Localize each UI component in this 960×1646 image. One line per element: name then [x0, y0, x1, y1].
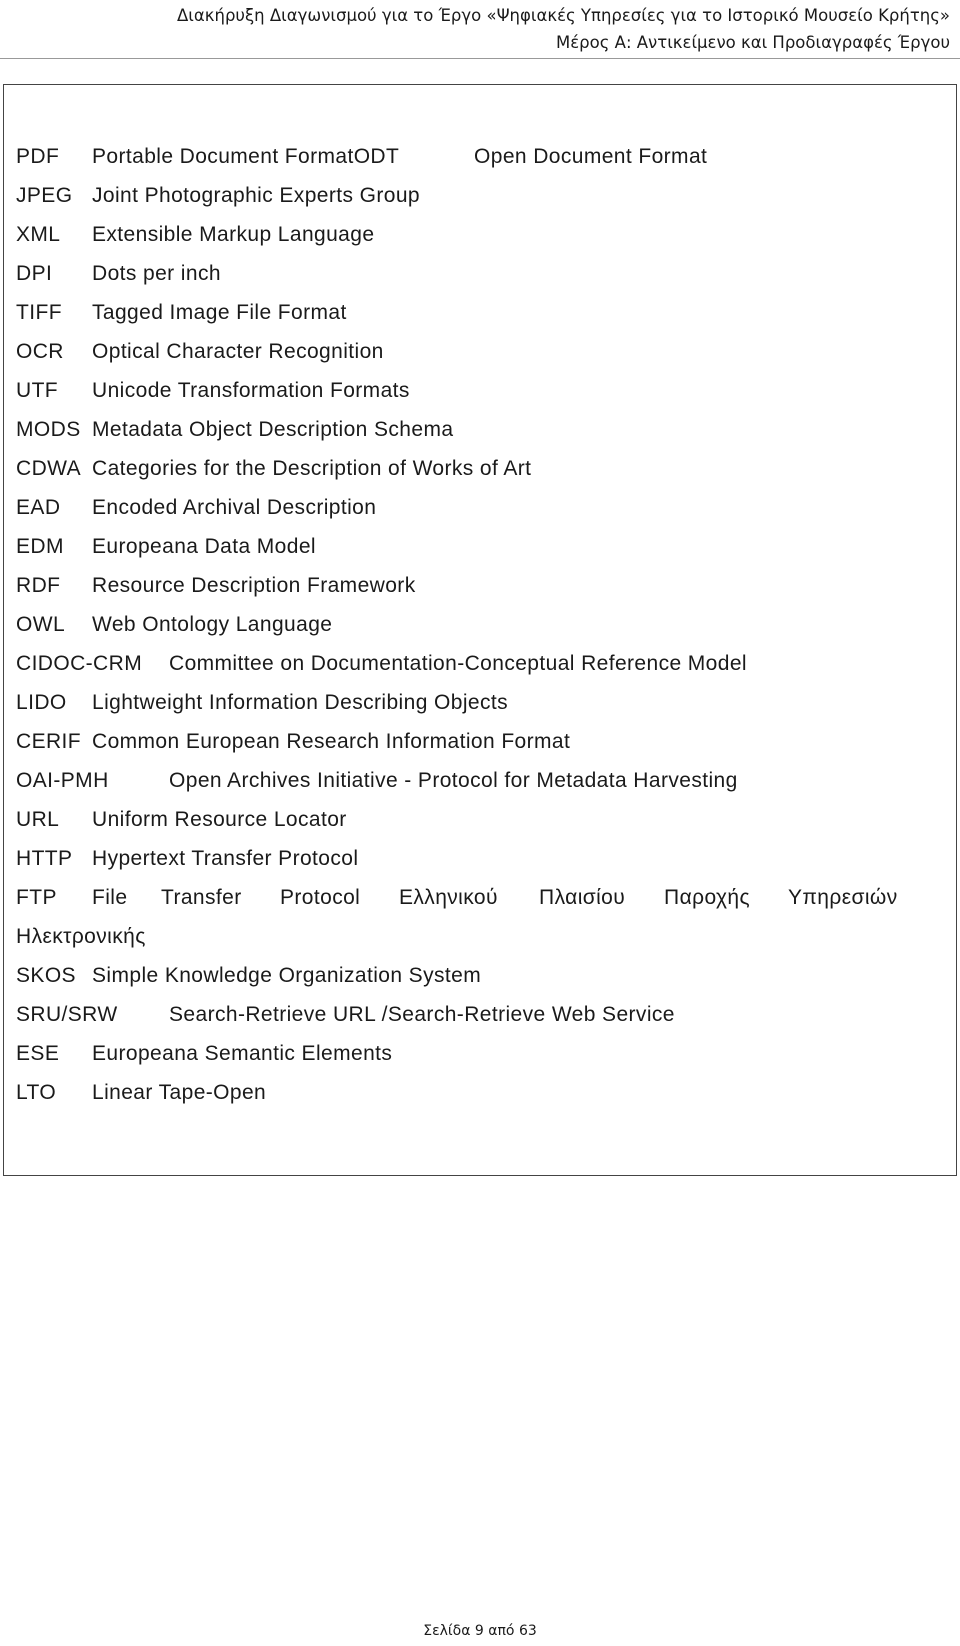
definition-word: Πλαισίου — [539, 886, 626, 909]
definition: Simple Knowledge Organization System — [92, 964, 482, 987]
abbreviation: CDWA — [16, 457, 81, 480]
definition: Common European Research Information Format — [92, 730, 571, 753]
abbreviation: SKOS — [16, 964, 76, 987]
definition: Linear Tape-Open — [92, 1081, 267, 1104]
header-subtitle: Μέρος Α: Αντικείμενο και Προδιαγραφές Έργου — [556, 33, 950, 52]
abbreviation: CIDOC-CRM — [16, 652, 143, 675]
definition: Portable Document FormatODT — [92, 145, 400, 168]
abbreviation: URL — [16, 808, 60, 831]
abbreviation: UTF — [16, 379, 59, 402]
definition: Extensible Markup Language — [92, 223, 375, 246]
abbreviation: CERIF — [16, 730, 81, 753]
abbreviation: TIFF — [16, 301, 62, 324]
abbreviation: HTTP — [16, 847, 73, 870]
abbreviation: LIDO — [16, 691, 67, 714]
definition: Hypertext Transfer Protocol — [92, 847, 359, 870]
definition-word: Παροχής — [664, 886, 750, 909]
definition: Unicode Transformation Formats — [92, 379, 410, 402]
abbreviation: MODS — [16, 418, 81, 441]
definition: Europeana Semantic Elements — [92, 1042, 393, 1065]
definition: Encoded Archival Description — [92, 496, 377, 519]
definition: Categories for the Description of Works of Art — [92, 457, 532, 480]
definition-word: Transfer — [161, 886, 242, 909]
abbreviation: PDF — [16, 145, 60, 168]
abbreviation: SRU/SRW — [16, 1003, 118, 1026]
definition: Joint Photographic Experts Group — [92, 184, 420, 207]
definition: Open Archives Initiative - Protocol for Metadata Harvesting — [169, 769, 738, 792]
definition: Metadata Object Description Schema — [92, 418, 454, 441]
abbreviation: DPI — [16, 262, 53, 285]
definition: Search-Retrieve URL /Search-Retrieve Web Service — [169, 1003, 675, 1026]
abbreviation: EDM — [16, 535, 64, 558]
document-header — [10, 0, 950, 56]
abbreviation: EAD — [16, 496, 61, 519]
definition: Committee on Documentation-Conceptual Reference Model — [169, 652, 747, 675]
definition-word: Protocol — [280, 886, 361, 909]
page-number: Σελίδα 9 από 63 — [423, 1623, 537, 1639]
abbreviation: RDF — [16, 574, 61, 597]
definition: Europeana Data Model — [92, 535, 316, 558]
definition: Uniform Resource Locator — [92, 808, 347, 831]
abbreviation: XML — [16, 223, 61, 246]
abbreviation: LTO — [16, 1081, 57, 1104]
abbreviation: JPEG — [16, 184, 73, 207]
abbreviation: OCR — [16, 340, 64, 363]
definition: Resource Description Framework — [92, 574, 416, 597]
abbreviation: OAI-PMH — [16, 769, 109, 792]
definition: Tagged Image File Format — [92, 301, 347, 324]
definition: Web Ontology Language — [92, 613, 333, 636]
abbreviation: FTP — [16, 886, 57, 909]
abbreviation: OWL — [16, 613, 66, 636]
header-divider — [0, 58, 960, 59]
definition: Dots per inch — [92, 262, 221, 285]
definition-extra: Open Document Format — [474, 145, 708, 168]
definition-word: File — [92, 886, 128, 909]
definition-word: Ελληνικού — [399, 886, 498, 909]
header-title: Διακήρυξη Διαγωνισμού για το Έργο «Ψηφιακές Υπηρεσίες για το Ιστορικό Μουσείο Κρήτης» — [177, 6, 950, 25]
definition-word: Υπηρεσιών — [788, 886, 898, 909]
abbreviation: ESE — [16, 1042, 60, 1065]
definition: Lightweight Information Describing Objects — [92, 691, 508, 714]
definition-continuation: Ηλεκτρονικής — [16, 925, 146, 948]
list-item — [16, 886, 946, 916]
definition: Optical Character Recognition — [92, 340, 384, 363]
